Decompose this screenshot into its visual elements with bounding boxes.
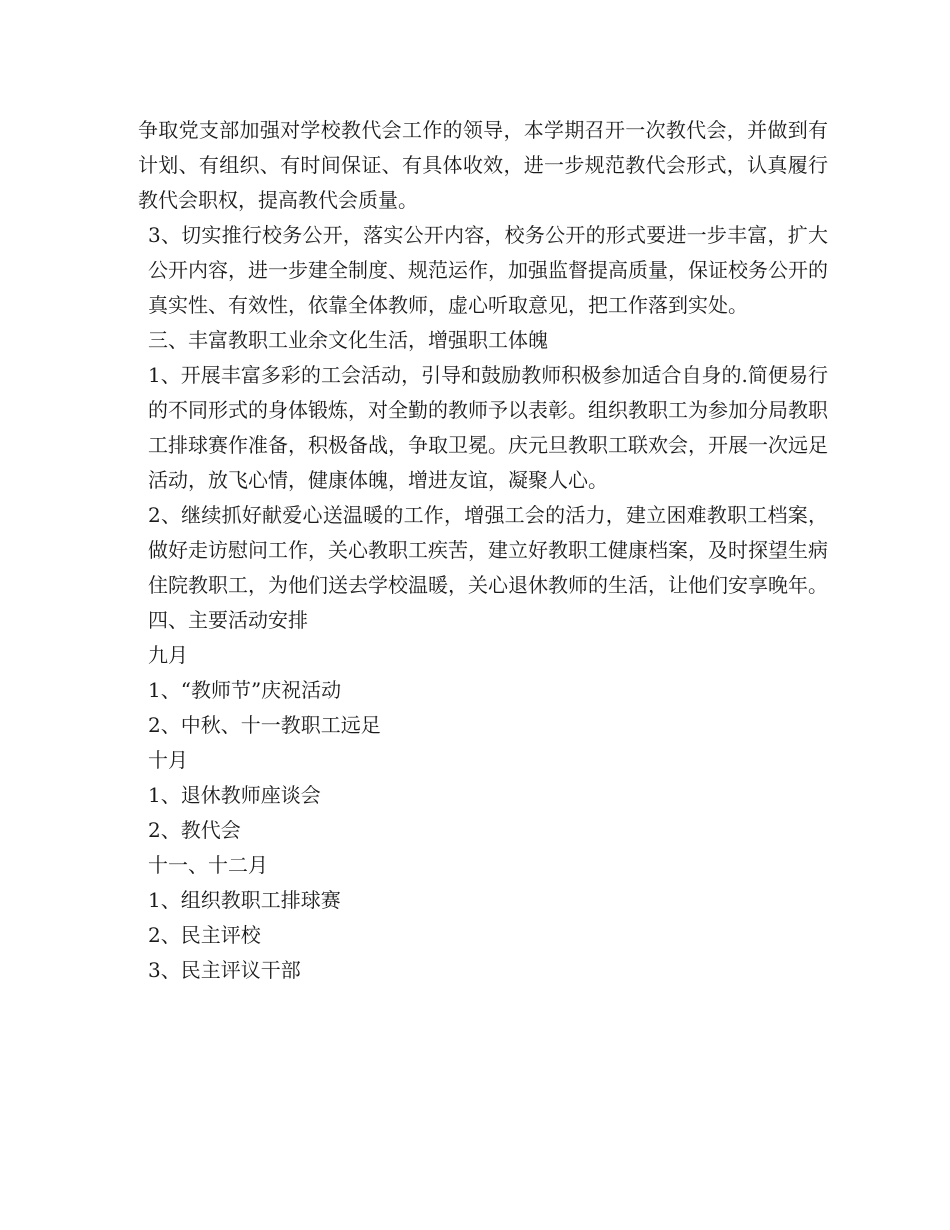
- section-heading-3: 三、丰富教职工业余文化生活，增强职工体魄: [148, 328, 548, 352]
- paragraph-item-1: 1、开展丰富多彩的工会活动，引导和鼓励教师积极参加适合自身的.简便易行的不同形式的身体锻炼，对全勤的教师予以表彰。组织教职工为参加分局教职工排球赛作准备，积极备战，争取卫冕。庆元旦教职工联欢会，开展一次远足活动，放飞心情，健康体魄，增进友谊，凝聚人心。: [148, 363, 828, 492]
- paragraph-item-3: 3、切实推行校务公开，落实公开内容，校务公开的形式要进一步丰富，扩大公开内容，进一步建全制度、规范运作，加强监督提高质量，保证校务公开的真实性、有效性，依靠全体教师，虚心听取意见，把工作落到实处。: [148, 223, 828, 317]
- list-item: 1、“教师节”庆祝活动: [148, 678, 342, 702]
- list-item: 2、教代会: [148, 818, 241, 842]
- section-heading-4: 四、主要活动安排: [148, 608, 308, 632]
- month-heading-september: 九月: [148, 643, 188, 667]
- document-body: [138, 113, 828, 988]
- list-item: 2、民主评校: [148, 923, 261, 947]
- paragraph-item-2: 2、继续抓好献爱心送温暖的工作，增强工会的活力，建立困难教职工档案，做好走访慰问工作，关心教职工疾苦，建立好教职工健康档案，及时探望生病住院教职工，为他们送去学校温暖，关心退休教师的生活，让他们安享晚年。: [148, 503, 828, 597]
- month-heading-october: 十月: [148, 748, 188, 772]
- list-item: 1、组织教职工排球赛: [148, 888, 341, 912]
- list-item: 2、中秋、十一教职工远足: [148, 713, 381, 737]
- list-item: 1、退休教师座谈会: [148, 783, 321, 807]
- list-item: 3、民主评议干部: [148, 958, 301, 982]
- month-heading-nov-dec: 十一、十二月: [148, 853, 268, 877]
- paragraph-continuation: 争取党支部加强对学校教代会工作的领导，本学期召开一次教代会，并做到有计划、有组织、有时间保证、有具体收效，进一步规范教代会形式，认真履行教代会职权，提高教代会质量。: [138, 118, 828, 212]
